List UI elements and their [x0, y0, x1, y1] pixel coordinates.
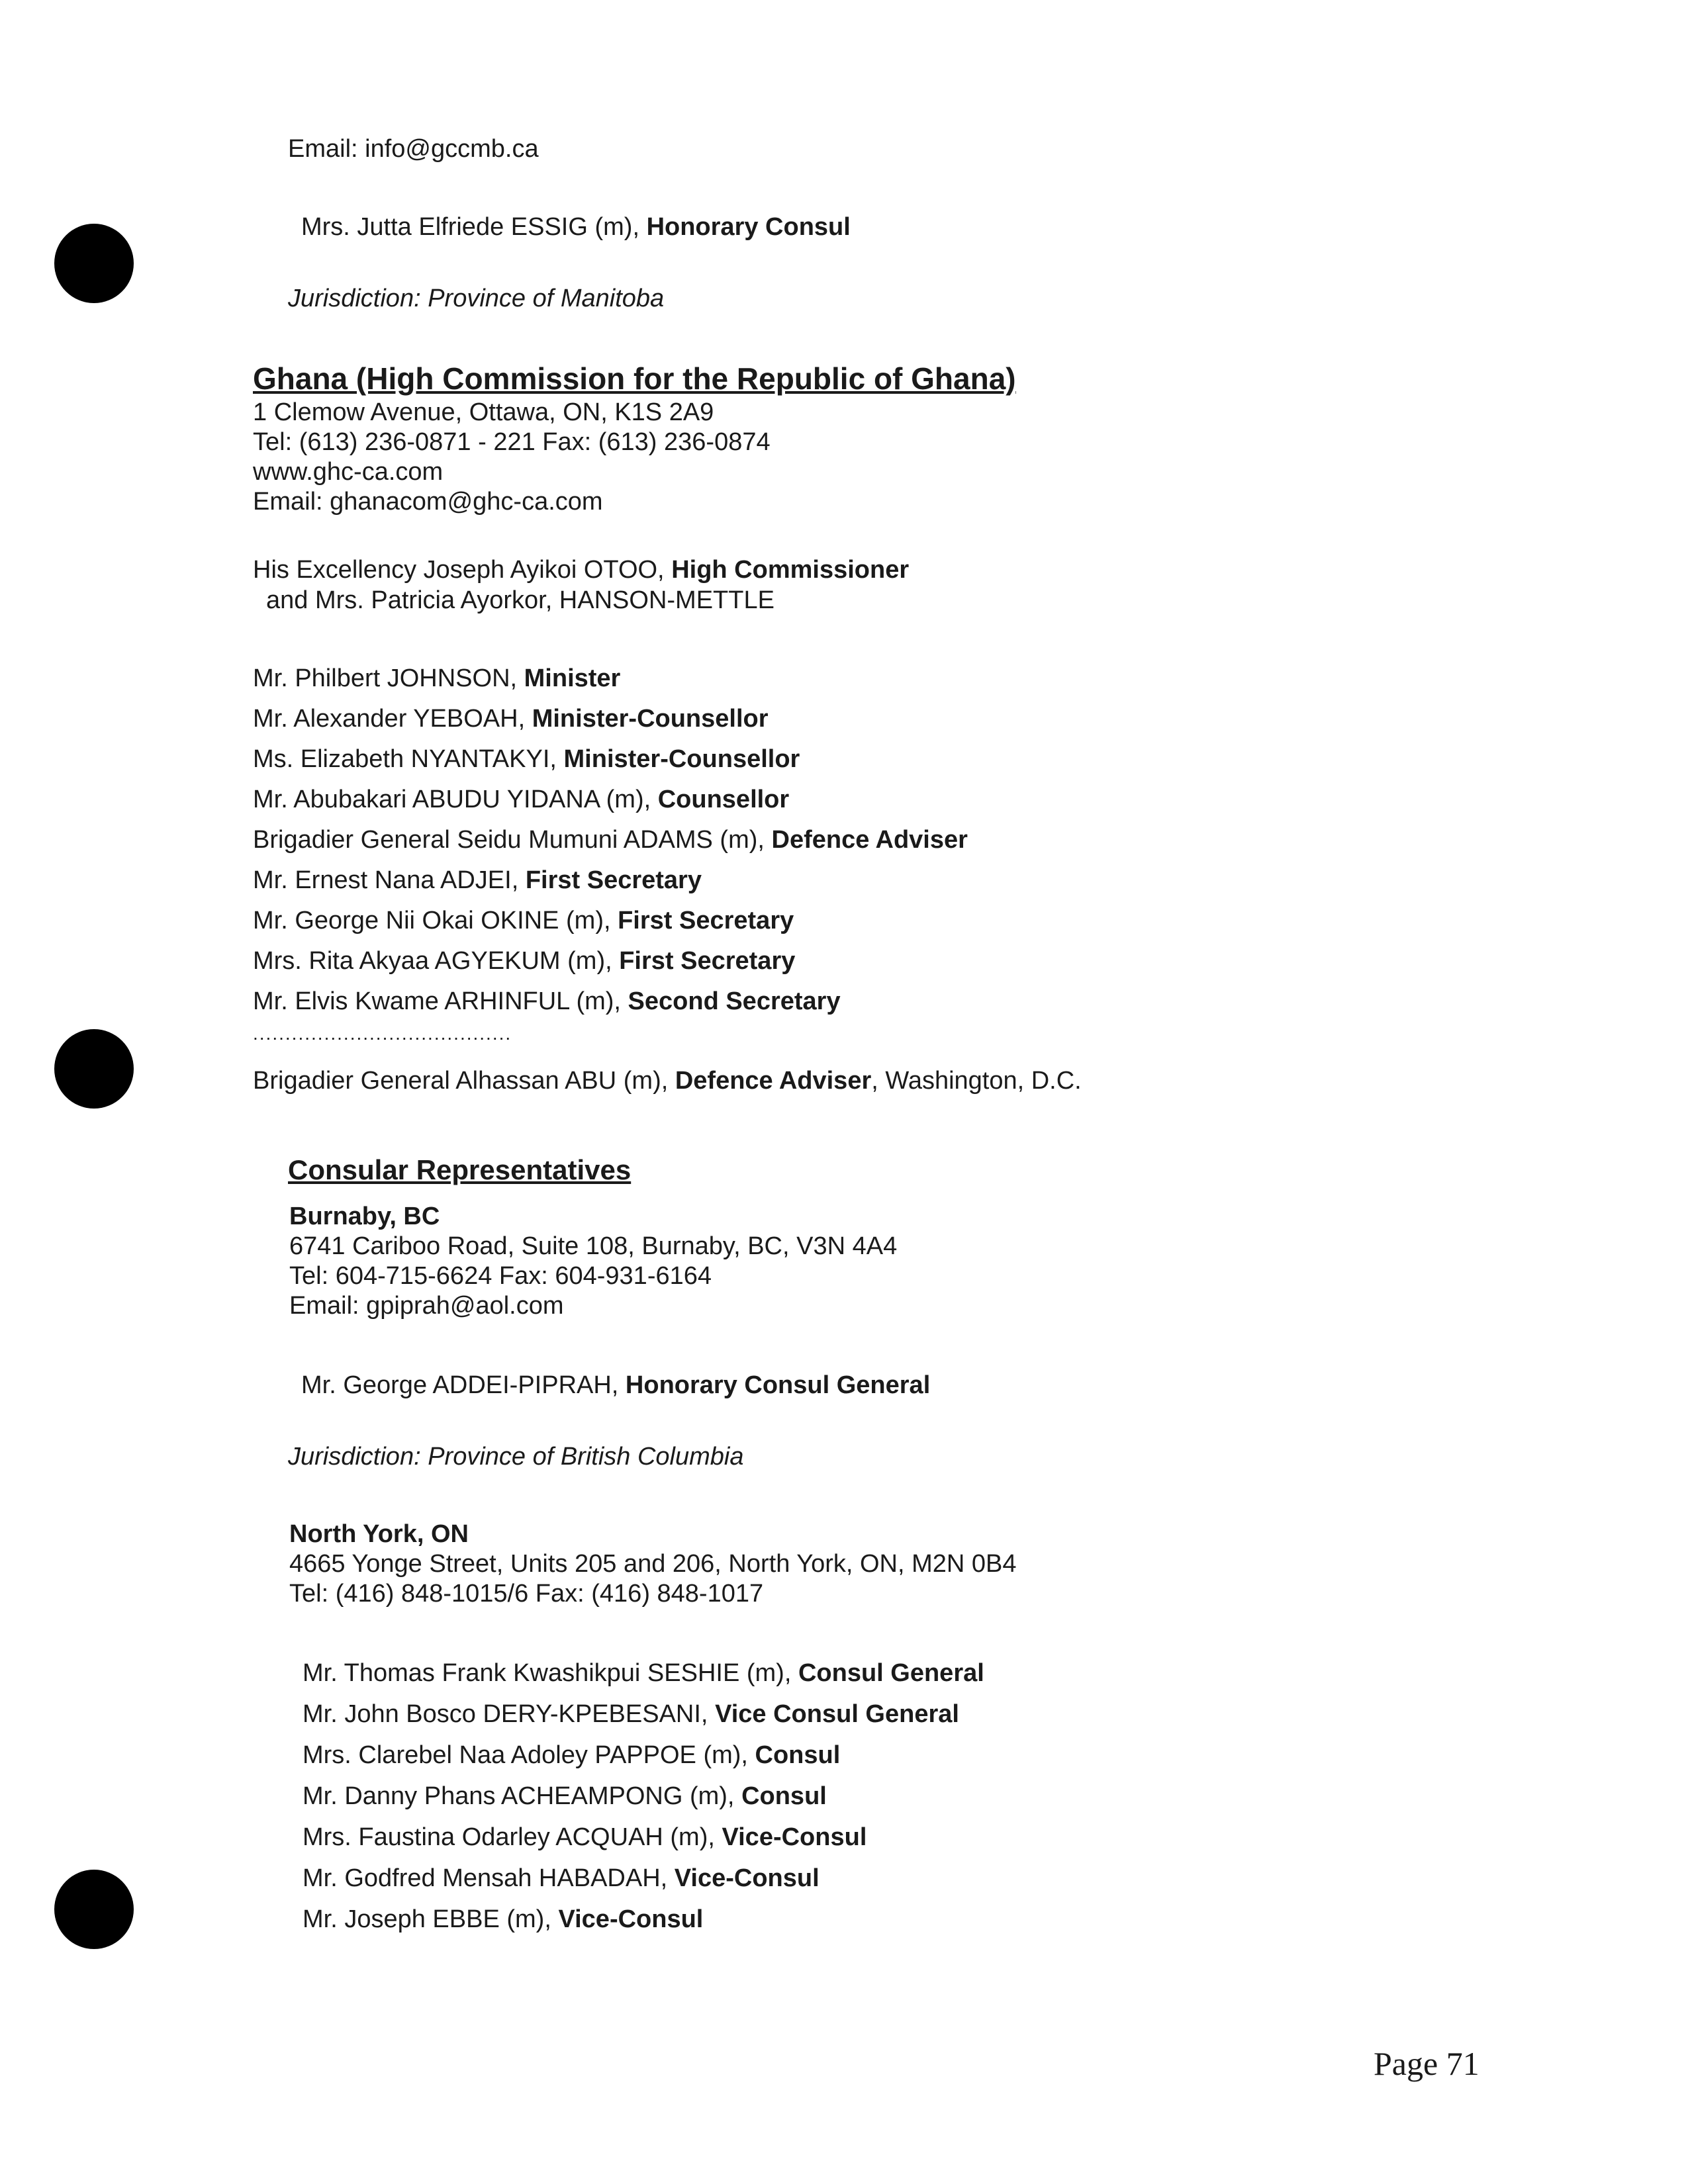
staff-entry: Mr. Philbert JOHNSON, Minister — [253, 664, 621, 692]
burnaby-consul: Mr. George ADDEI-PIPRAH, Honorary Consul General — [301, 1371, 931, 1399]
burnaby-address: 6741 Cariboo Road, Suite 108, Burnaby, BC, V3N 4A4 — [289, 1232, 898, 1260]
ghana-address: 1 Clemow Avenue, Ottawa, ON, K1S 2A9 — [253, 398, 714, 426]
staff-entry: Mr. Abubakari ABUDU YIDANA (m), Counsellor — [253, 786, 790, 813]
staff-entry: Ms. Elizabeth NYANTAKYI, Minister-Counsellor — [253, 745, 800, 773]
staff-entry: Mrs. Rita Akyaa AGYEKUM (m), First Secretary — [253, 947, 796, 975]
previous-consul: Mrs. Jutta Elfriede ESSIG (m), Honorary Consul — [301, 213, 851, 241]
staff-entry: Brigadier General Seidu Mumuni ADAMS (m), Defence Adviser — [253, 826, 968, 854]
nonresident-staff-entry: Brigadier General Alhassan ABU (m), Defence Adviser, Washington, D.C. — [253, 1067, 1082, 1095]
consular-staff-entry: Mr. Danny Phans ACHEAMPONG (m), Consul — [303, 1782, 827, 1810]
consular-staff-entry: Mrs. Clarebel Naa Adoley PAPPOE (m), Consul — [303, 1741, 841, 1769]
burnaby-city: Burnaby, BC — [289, 1203, 440, 1230]
page-number: Page 71 — [1374, 2045, 1479, 2082]
consular-staff-entry: Mr. Joseph EBBE (m), Vice-Consul — [303, 1905, 704, 1933]
northyork-city: North York, ON — [289, 1520, 469, 1548]
previous-email: Email: info@gccmb.ca — [288, 135, 539, 163]
consular-heading: Consular Representatives — [288, 1154, 632, 1185]
burnaby-jurisdiction: Jurisdiction: Province of British Columbia — [288, 1443, 744, 1471]
head-of-mission: His Excellency Joseph Ayikoi OTOO, High Commissioner — [253, 556, 910, 584]
ghana-tel-fax: Tel: (613) 236-0871 - 221 Fax: (613) 236-0874 — [253, 428, 771, 456]
punch-hole — [54, 1029, 134, 1109]
ghana-email: Email: ghanacom@ghc-ca.com — [253, 488, 603, 516]
consular-staff-entry: Mrs. Faustina Odarley ACQUAH (m), Vice-Consul — [303, 1823, 867, 1851]
consular-staff-entry: Mr. Thomas Frank Kwashikpui SESHIE (m), Consul General — [303, 1659, 984, 1687]
punch-hole — [54, 1870, 134, 1949]
northyork-tel-fax: Tel: (416) 848-1015/6 Fax: (416) 848-1017 — [289, 1580, 764, 1608]
northyork-address: 4665 Yonge Street, Units 205 and 206, North York, ON, M2N 0B4 — [289, 1550, 1017, 1578]
burnaby-tel-fax: Tel: 604-715-6624 Fax: 604-931-6164 — [289, 1262, 712, 1290]
consular-staff-entry: Mr. John Bosco DERY-KPEBESANI, Vice Consul General — [303, 1700, 959, 1728]
staff-entry: Mr. Ernest Nana ADJEI, First Secretary — [253, 866, 702, 894]
ghana-heading: Ghana (High Commission for the Republic of Ghana) — [253, 361, 1016, 396]
ghana-website: www.ghc-ca.com — [253, 458, 444, 486]
staff-entry: Mr. Elvis Kwame ARHINFUL (m), Second Secretary — [253, 987, 841, 1015]
burnaby-email: Email: gpiprah@aol.com — [289, 1292, 564, 1320]
head-of-mission-spouse: and Mrs. Patricia Ayorkor, HANSON-METTLE — [266, 586, 774, 614]
staff-entry: Mr. Alexander YEBOAH, Minister-Counsellor — [253, 705, 769, 733]
consular-staff-entry: Mr. Godfred Mensah HABADAH, Vice-Consul — [303, 1864, 820, 1892]
dotted-separator: ........................................ — [253, 1023, 512, 1044]
previous-jurisdiction: Jurisdiction: Province of Manitoba — [288, 285, 665, 312]
staff-entry: Mr. George Nii Okai OKINE (m), First Secretary — [253, 907, 794, 934]
punch-hole — [54, 224, 134, 303]
